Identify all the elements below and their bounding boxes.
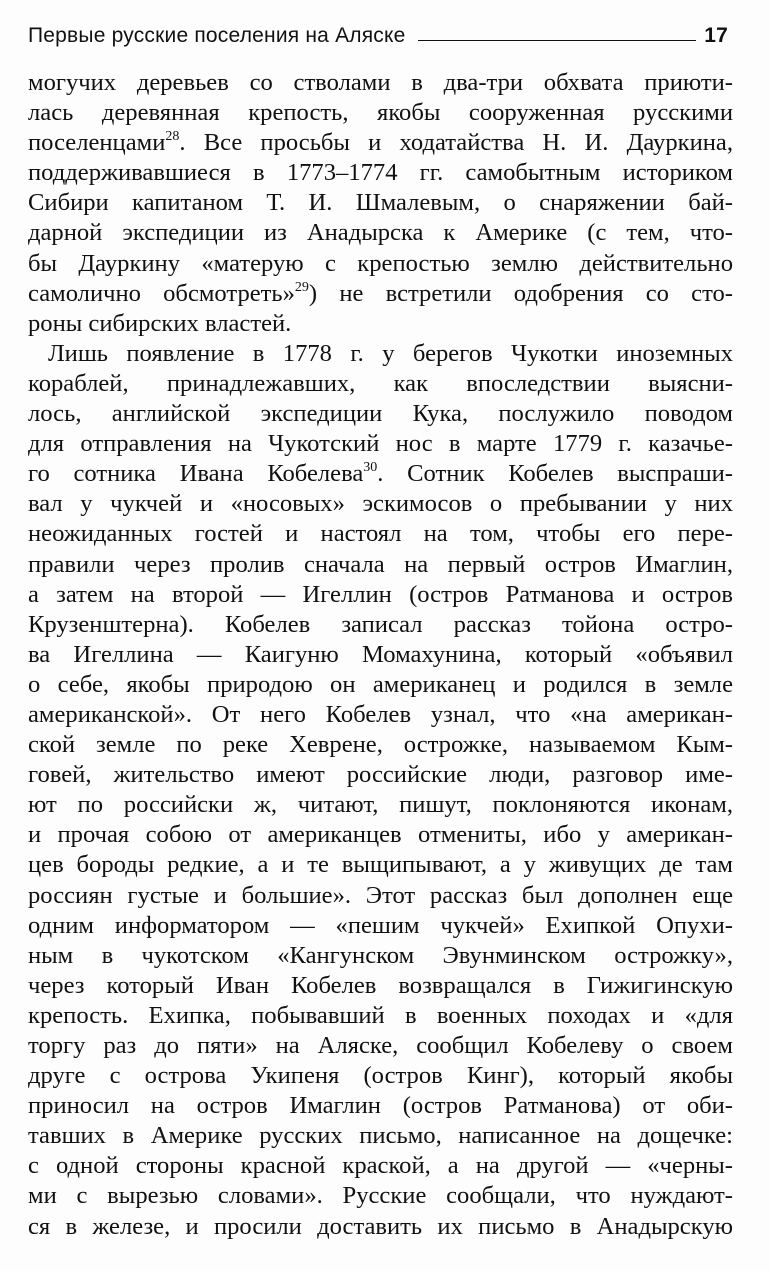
text-line: о себе, якобы природою он американец и родился в земле <box>28 670 733 698</box>
text-line: лась деревянная крепость, якобы сооруженная русскими <box>28 99 733 127</box>
text-line: лось, английской экспедиции Кука, послужило поводом <box>28 400 733 428</box>
text-line: ва Игеллина — Каигуню Момахунина, который «объявил <box>28 640 733 668</box>
body-text <box>28 68 733 1242</box>
text-line: кораблей, принадлежавших, как впоследствии выясни- <box>28 369 733 397</box>
text-line: поддерживавшиеся в 1773–1774 гг. самобытным историком <box>28 159 733 187</box>
text-line: приносил на остров Имаглин (остров Ратманова) от оби- <box>28 1092 733 1120</box>
footnote-ref[interactable]: 28 <box>165 129 180 145</box>
text-line: дарной экспедиции из Анадырска к Америке (с тем, что- <box>28 219 733 247</box>
text-line: торгу раз до пяти» на Аляске, сообщил Кобелеву о своем <box>28 1032 733 1059</box>
footnote-ref[interactable]: 29 <box>294 279 309 295</box>
text-line: крепость. Ехипка, побывавший в военных походах и «для <box>28 1001 733 1029</box>
text-line: ми с вырезью словами». Русские сообщали, что нуждают- <box>28 1182 733 1210</box>
text-line: и прочая собою от американцев отмениты, ибо у американ- <box>28 821 733 849</box>
text-line: через который Иван Кобелев возвращался в Гижигинскую <box>28 971 733 999</box>
header-rule <box>418 40 697 41</box>
running-title: Первые русские поселения на Аляске <box>28 24 406 47</box>
text-line: для отправления на Чукотский нос в марте 1779 г. казачье- <box>28 430 733 458</box>
text-line: могучих деревьев со стволами в два-три обхвата приюти- <box>28 69 733 96</box>
text-line: цев бороды редкие, а и те выщипывают, а у живущих де там <box>28 851 733 879</box>
text-line: россиян густые и большие». Этот рассказ был дополнен еще <box>28 881 733 909</box>
text-line: говей, жительство имеют российские люди, разговор име- <box>28 761 733 789</box>
text-line: Крузенштерна). Кобелев записал рассказ тойона остро- <box>28 610 733 638</box>
text-line: Сибири капитаном Т. И. Шмалевым, о снаряжении бай- <box>28 189 733 217</box>
text-line: поселенцами$^{28}$. Все просьбы и ходатайства Н. И. Дауркина, <box>28 129 733 157</box>
text-line: бы Дауркину «матерую с крепостью землю действительно <box>28 249 733 277</box>
text-line: американской». От него Кобелев узнал, что «на американ- <box>28 700 733 728</box>
text-line: ся в железе, и просили доставить их письмо в Анадырскую <box>28 1212 733 1240</box>
text-line: правили через пролив сначала на первый остров Имаглин, <box>28 550 733 578</box>
text-line: го сотника Ивана Кобелева$^{30}$. Сотник Кобелев выспраши- <box>28 460 733 488</box>
text-line: тавших в Америке русских письмо, написанное на дощечке: <box>28 1122 733 1150</box>
text-line: вал у чукчей и «носовых» эскимосов о пребывании у них <box>28 490 733 518</box>
text-line: ют по российски ж, читают, пишут, поклоняются иконам, <box>28 791 733 819</box>
text-line: одним информатором — «пешим чукчей» Ехипкой Опухи- <box>28 911 733 939</box>
text-line: а затем на второй — Игеллин (остров Ратманова и остров <box>28 580 733 608</box>
footnote-ref[interactable]: 30 <box>363 460 378 476</box>
text-line: ным в чукотском «Кангунском Эвунминском острожку», <box>28 941 733 969</box>
text-line: с одной стороны красной краской, а на другой — «черны- <box>28 1152 733 1180</box>
text-line: роны сибирских властей. <box>28 309 292 337</box>
text-line: Лишь появление в 1778 г. у берегов Чукотки иноземных <box>48 339 733 367</box>
text-line: самолично обсмотреть»$^{29}$) не встретили одобрения со сто- <box>28 279 733 307</box>
page-number: 17 <box>704 24 728 47</box>
text-line: друге с острова Укипеня (остров Кинг), который якобы <box>28 1062 733 1090</box>
running-header <box>28 18 728 48</box>
text-line: неожиданных гостей и настоял на том, чтобы его пере- <box>28 520 733 548</box>
text-line: ской земле по реке Хеврене, острожке, называемом Кым- <box>28 731 733 759</box>
